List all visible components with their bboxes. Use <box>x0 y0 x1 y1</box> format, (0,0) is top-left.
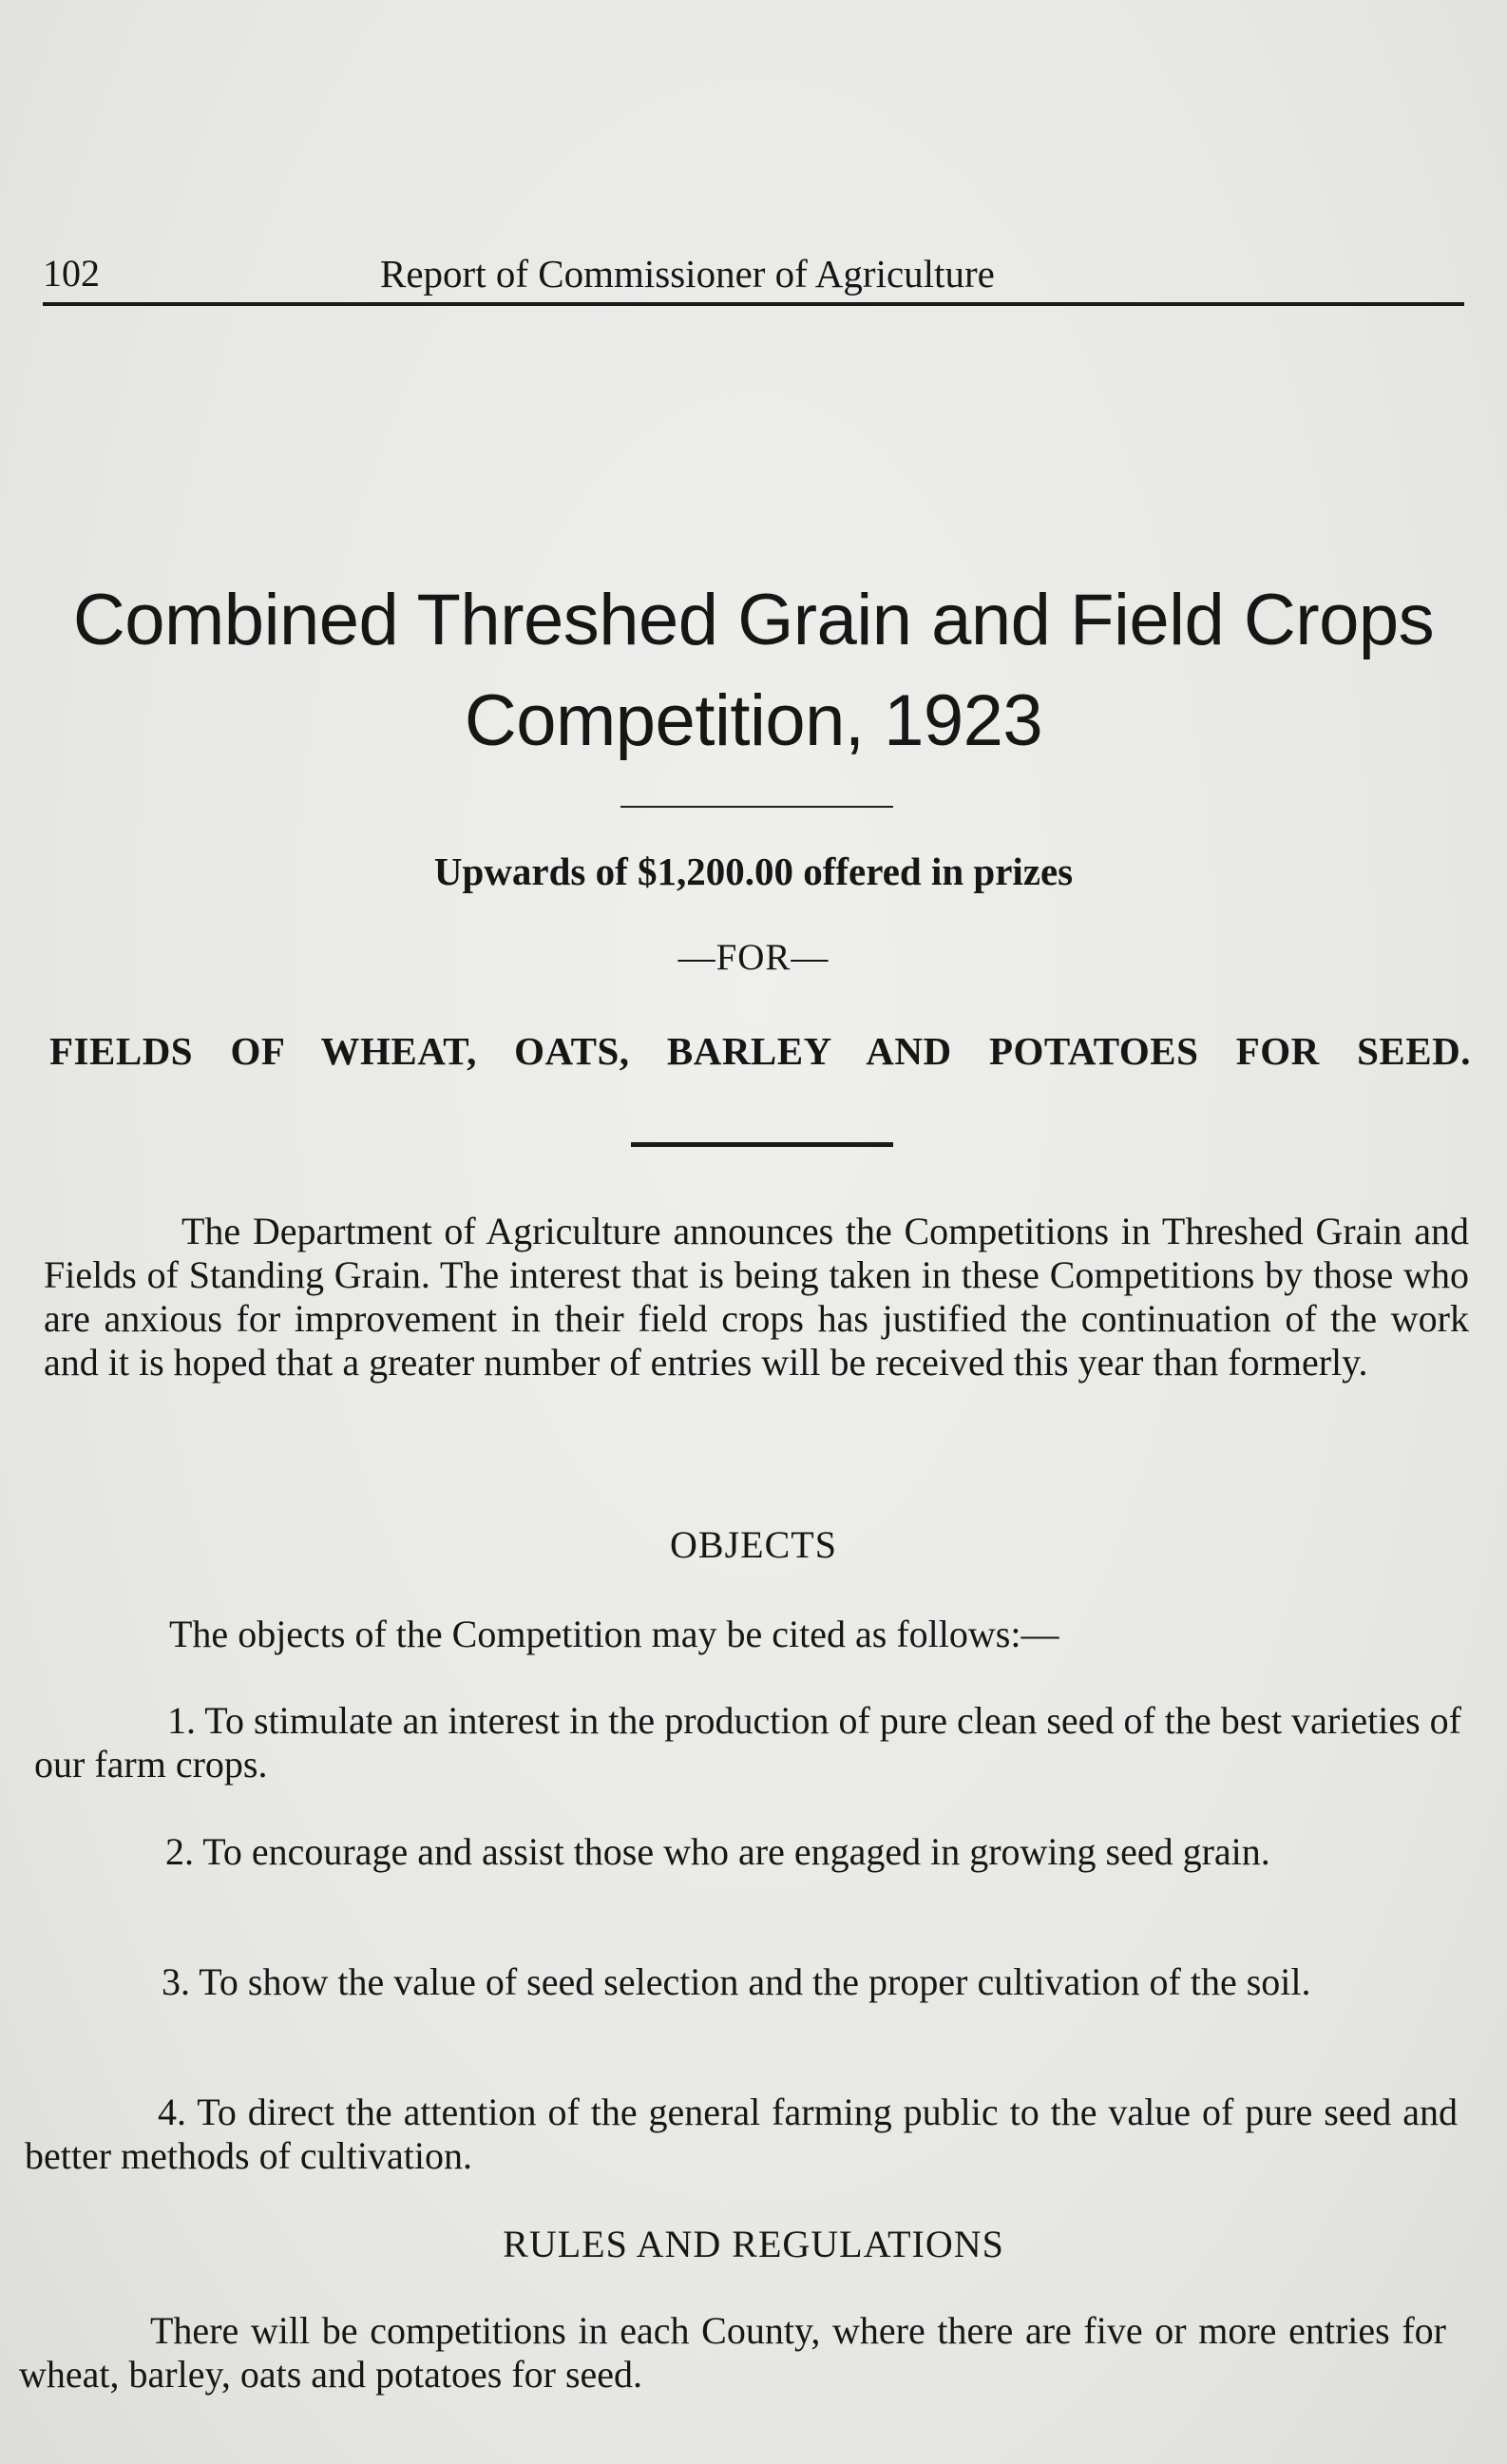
running-header <box>43 249 1464 306</box>
document-title <box>0 570 1507 772</box>
running-title: Report of Commissioner of Agriculture <box>380 252 995 296</box>
object-item-3: 3. To show the value of seed selection and the proper cultivation of the soil. <box>162 1960 1311 2003</box>
section-divider <box>631 1142 893 1147</box>
object-item-4: 4. To direct the attention of the general farming public to the value of pure seed and better methods of cultivation. <box>25 2091 1458 2177</box>
prizes-line: Upwards of $1,200.00 offered in prizes <box>433 850 1074 893</box>
title-line-1: Combined Threshed Grain and Field Crops <box>72 580 1435 660</box>
rules-heading: RULES AND REGULATIONS <box>503 2223 1004 2265</box>
for-line: —FOR— <box>677 937 830 978</box>
rules-paragraph: There will be competitions in each County, where there are five or more entries for wheat, barley, oats and potatoes for seed. <box>19 2309 1446 2396</box>
object-item-1: 1. To stimulate an interest in the production of pure clean seed of the best varieties of our farm crops. <box>34 1699 1461 1786</box>
intro-paragraph: The Department of Agriculture announces the Competitions in Threshed Grain and Fields of Standing Grain. The interest that is being taken in these Competitions by those who are anxious for improvement in their field crops has justified the continuation of the work and it is hoped that a greater number of entries will be received this year than formerly. <box>44 1210 1469 1384</box>
objects-intro: The objects of the Competition may be cited as follows:— <box>169 1613 1059 1655</box>
page-number: 102 <box>43 252 100 295</box>
object-item-2: 2. To encourage and assist those who are engaged in growing seed grain. <box>165 1830 1270 1873</box>
title-divider <box>620 806 893 808</box>
fields-line: FIELDS OF WHEAT, OATS, BARLEY AND POTATOES FOR SEED. <box>49 1029 1471 1073</box>
objects-heading: OBJECTS <box>670 1523 837 1566</box>
title-line-2: Competition, 1923 <box>464 680 1043 761</box>
